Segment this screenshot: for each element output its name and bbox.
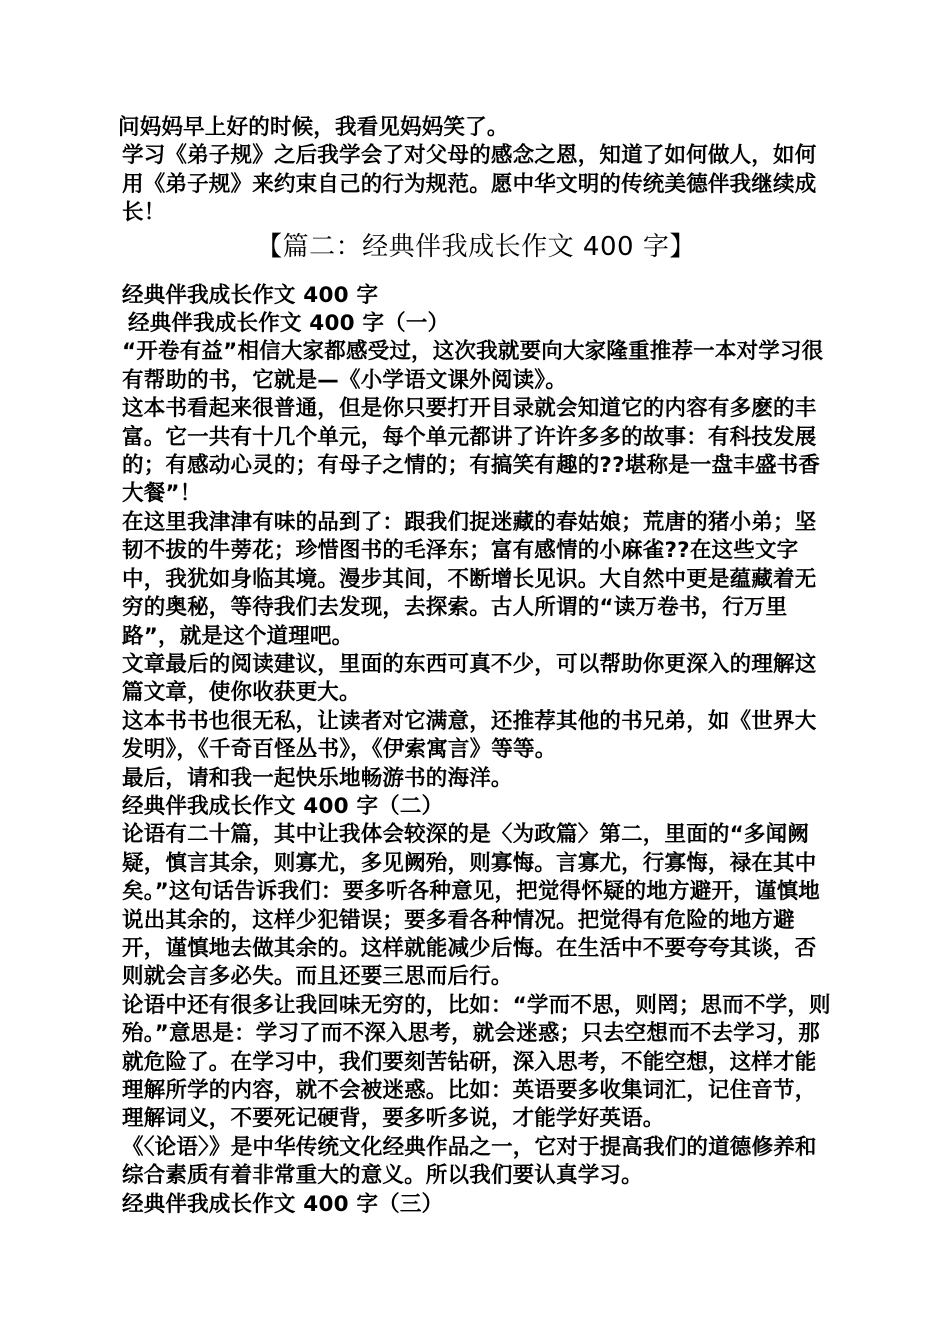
paragraph: 《〈论语〉》是中华传统文化经典作品之一，它对于提高我们的道德修养和综合素质有着非常重大的意义。所以我们要认真学习。 xyxy=(122,1134,817,1189)
paragraph: 这本书书也很无私，让读者对它满意，还推荐其他的书兄弟，如《世界大发明》，《千奇百怪丛书》，《伊索寓言》等等。 xyxy=(122,708,817,763)
section-heading: 【篇二：经典伴我成长作文 400 字】 xyxy=(256,231,696,262)
paragraph: 问妈妈早上好的时候，我看见妈妈笑了。 xyxy=(118,115,509,140)
part-title: 经典伴我成长作文 400 字（二） xyxy=(122,793,444,819)
document-page xyxy=(118,114,834,1219)
paragraph: 文章最后的阅读建议，里面的东西可真不少，可以帮助你更深入的理解这篇文章，使你收获更大。 xyxy=(122,651,817,706)
part-title: 经典伴我成长作文 400 字（三） xyxy=(122,1191,444,1217)
paragraph: 论语有二十篇，其中让我体会较深的是〈为政篇〉第二，里面的“多闻阙疑，慎言其余，则寡尤，多见阙殆，则寡悔。言寡尤，行寡悔，禄在其中矣。”这句话告诉我们：要多听各种意见，把觉得怀疑的地方避开，谨慎地说出其余的，这样少犯错误；要多看各种情况。把觉得有危险的地方避开，谨慎地去做其余的。这样就能减少后悔。在生活中不要夸夸其谈，否则就会言多必失。而且还要三思而后行。 xyxy=(122,822,820,990)
paragraph: 论语中还有很多让我回味无穷的，比如：“学而不思，则罔；思而不学，则殆。”意思是：学习了而不深入思考，就会迷惑；只去空想而不去学习，那就危险了。在学习中，我们要刻苦钻研，深入思考，不能空想，这样才能理解所学的内容，就不会被迷惑。比如：英语要多收集词汇，记住音节，理解词义，不要死记硬背，要多听多说，才能学好英语。 xyxy=(122,992,831,1132)
article-title: 经典伴我成长作文 400 字 xyxy=(122,282,379,308)
part-title: 经典伴我成长作文 400 字（一） xyxy=(128,311,450,337)
paragraph: 学习《弟子规》之后我学会了对父母的感念之恩，知道了如何做人，如何用《弟子规》来约束自己的行为规范。愿中华文明的传统美德伴我继续成长！ xyxy=(122,143,817,226)
paragraph: 最后，请和我一起快乐地畅游书的海洋。 xyxy=(122,765,513,791)
paragraph: 在这里我津津有味的品到了：跟我们捉迷藏的春姑娘；荒唐的猪小弟；坚韧不拔的牛蒡花；珍惜图书的毛泽东；富有感情的小麻雀??在这些文字中，我犹如身临其境。漫步其间，不断增长见识。大自然中更是蕴藏着无穷的奥秘，等待我们去发现，去探索。古人所谓的“读万卷书，行万里路”，就是这个道理吧。 xyxy=(122,509,817,649)
paragraph: “开卷有益”相信大家都感受过，这次我就要向大家隆重推荐一本对学习很有帮助的书，它就是—《小学语文课外阅读》。 xyxy=(122,339,824,393)
paragraph: 这本书看起来很普通，但是你只要打开目录就会知道它的内容有多麽的丰富。它一共有十几个单元，每个单元都讲了许许多多的故事：有科技发展的；有感动心灵的；有母子之情的；有搞笑有趣的??堪称是一盘丰盛书香大餐”！ xyxy=(122,396,821,507)
